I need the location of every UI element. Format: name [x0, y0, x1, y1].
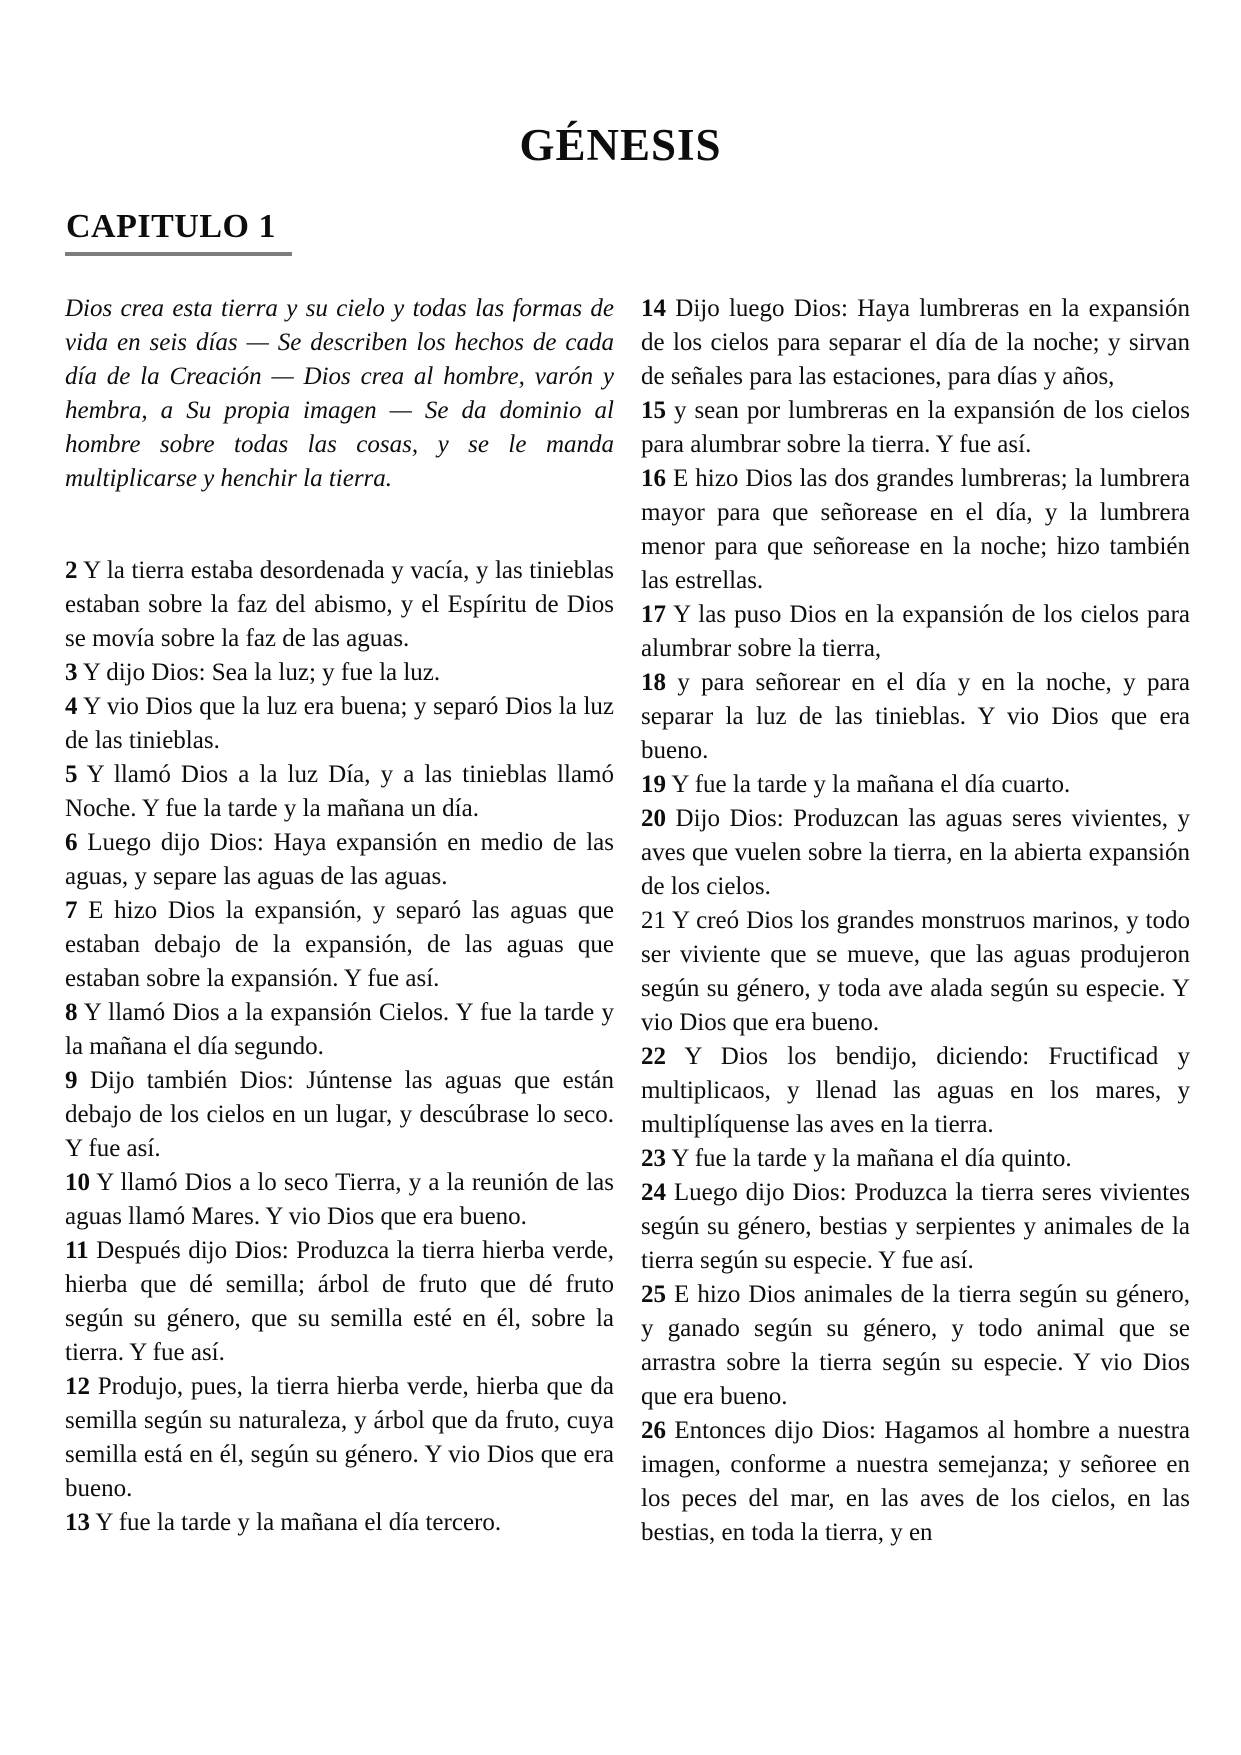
verse-25: 25 E hizo Dios animales de la tierra según su género, y ganado según su género, y todo animal que se arrastra sobre la tierra según su especie. Y vio Dios que era bueno.	[641, 1281, 1190, 1410]
verse-number: 18	[641, 669, 666, 696]
verse-23: 23 Y fue la tarde y la mañana el día quinto.	[641, 1145, 1072, 1172]
verse-number: 11	[65, 1237, 89, 1264]
verse-10: 10 Y llamó Dios a lo seco Tierra, y a la reunión de las aguas llamó Mares. Y vio Dios que era bueno.	[65, 1169, 614, 1230]
verse-4: 4 Y vio Dios que la luz era buena; y separó Dios la luz de las tinieblas.	[65, 693, 614, 754]
verse-number: 13	[65, 1509, 90, 1536]
verse-20: 20 Dijo Dios: Produzcan las aguas seres vivientes, y aves que vuelen sobre la tierra, en la abierta expansión de los cielos.	[641, 805, 1190, 900]
verse-number: 12	[65, 1373, 90, 1400]
chapter-heading-row	[65, 208, 1241, 256]
verse-14: 14 Dijo luego Dios: Haya lumbreras en la expansión de los cielos para separar el día de la noche; y sirvan de señales para las estaciones, para días y años,	[641, 295, 1190, 390]
verse-number: 25	[641, 1281, 666, 1308]
verse-17: 17 Y las puso Dios en la expansión de los cielos para alumbrar sobre la tierra,	[641, 601, 1190, 662]
verse-number: 21	[641, 907, 666, 934]
verse-13: 13 Y fue la tarde y la mañana el día tercero.	[65, 1509, 502, 1536]
verse-number: 14	[641, 295, 666, 322]
verse-number: 22	[641, 1043, 666, 1070]
verse-number: 7	[65, 897, 78, 924]
verse-9: 9 Dijo también Dios: Júntense las aguas que están debajo de los cielos en un lugar, y descúbrase lo seco. Y fue así.	[65, 1067, 614, 1162]
verse-number: 6	[65, 829, 78, 856]
verse-5: 5 Y llamó Dios a la luz Día, y a las tinieblas llamó Noche. Y fue la tarde y la mañana un día.	[65, 761, 614, 822]
verse-24: 24 Luego dijo Dios: Produzca la tierra seres vivientes según su género, bestias y serpientes y animales de la tierra según su especie. Y fue así.	[641, 1179, 1190, 1274]
left-verses	[65, 554, 614, 1540]
verse-2: 2 Y la tierra estaba desordenada y vacía, y las tinieblas estaban sobre la faz del abismo, y el Espíritu de Dios se movía sobre la faz de las aguas.	[65, 557, 614, 652]
verse-number: 20	[641, 805, 666, 832]
verse-12: 12 Produjo, pues, la tierra hierba verde, hierba que da semilla según su naturaleza, y árbol que da fruto, cuya semilla está en él, según su género. Y vio Dios que era bueno.	[65, 1373, 614, 1502]
verse-number: 26	[641, 1417, 666, 1444]
text-columns	[65, 292, 1190, 1550]
verse-15: 15 y sean por lumbreras en la expansión de los cielos para alumbrar sobre la tierra. Y fue así.	[641, 397, 1190, 458]
right-verses	[641, 292, 1190, 1550]
verse-22: 22 Y Dios los bendijo, diciendo: Fructificad y multiplicaos, y llenad las aguas en los mares, y multiplíquense las aves en la tierra.	[641, 1043, 1190, 1138]
verse-number: 8	[65, 999, 78, 1026]
chapter-summary: Dios crea esta tierra y su cielo y todas las formas de vida en seis días — Se describen los hechos de cada día de la Creación — Dios crea al hombre, varón y hembra, a Su propia imagen — Se da dominio al hombre sobre todas las cosas, y se le manda multiplicarse y henchir la tierra.	[65, 295, 614, 492]
book-title: GÉNESIS	[519, 120, 722, 170]
verse-number: 9	[65, 1067, 78, 1094]
verse-number: 10	[65, 1169, 90, 1196]
verse-6: 6 Luego dijo Dios: Haya expansión en medio de las aguas, y separe las aguas de las aguas.	[65, 829, 614, 890]
verse-number: 15	[641, 397, 666, 424]
verse-18: 18 y para señorear en el día y en la noche, y para separar la luz de las tinieblas. Y vio Dios que era bueno.	[641, 669, 1190, 764]
verse-number: 24	[641, 1179, 666, 1206]
verse-number: 2	[65, 557, 78, 584]
verse-7: 7 E hizo Dios la expansión, y separó las aguas que estaban debajo de la expansión, de las aguas que estaban sobre la expansión. Y fue así.	[65, 897, 614, 992]
verse-number: 5	[65, 761, 78, 788]
left-column	[65, 292, 614, 1550]
verse-3: 3 Y dijo Dios: Sea la luz; y fue la luz.	[65, 659, 441, 686]
verse-number: 4	[65, 693, 78, 720]
verse-19: 19 Y fue la tarde y la mañana el día cuarto.	[641, 771, 1071, 798]
verse-11: 11 Después dijo Dios: Produzca la tierra hierba verde, hierba que dé semilla; árbol de fruto que dé fruto según su género, que su semilla esté en él, sobre la tierra. Y fue así.	[65, 1237, 614, 1366]
verse-number: 3	[65, 659, 78, 686]
verse-number: 19	[641, 771, 666, 798]
verse-8: 8 Y llamó Dios a la expansión Cielos. Y fue la tarde y la mañana el día segundo.	[65, 999, 614, 1060]
verse-26: 26 Entonces dijo Dios: Hagamos al hombre a nuestra imagen, conforme a nuestra semejanza; y señoree en los peces del mar, en las aves de los cielos, en las bestias, en toda la tierra, y en	[641, 1417, 1190, 1546]
verse-number: 17	[641, 601, 666, 628]
verse-16: 16 E hizo Dios las dos grandes lumbreras; la lumbrera mayor para que señorease en el día, y la lumbrera menor para que señorease en la noche; hizo también las estrellas.	[641, 465, 1190, 594]
chapter-heading: CAPITULO 1	[65, 208, 292, 256]
verse-21: 21 Y creó Dios los grandes monstruos marinos, y todo ser viviente que se mueve, que las aguas produjeron según su género, y toda ave alada según su especie. Y vio Dios que era bueno.	[641, 907, 1190, 1036]
verse-number: 16	[641, 465, 666, 492]
verse-number: 23	[641, 1145, 666, 1172]
right-column	[641, 292, 1190, 1550]
